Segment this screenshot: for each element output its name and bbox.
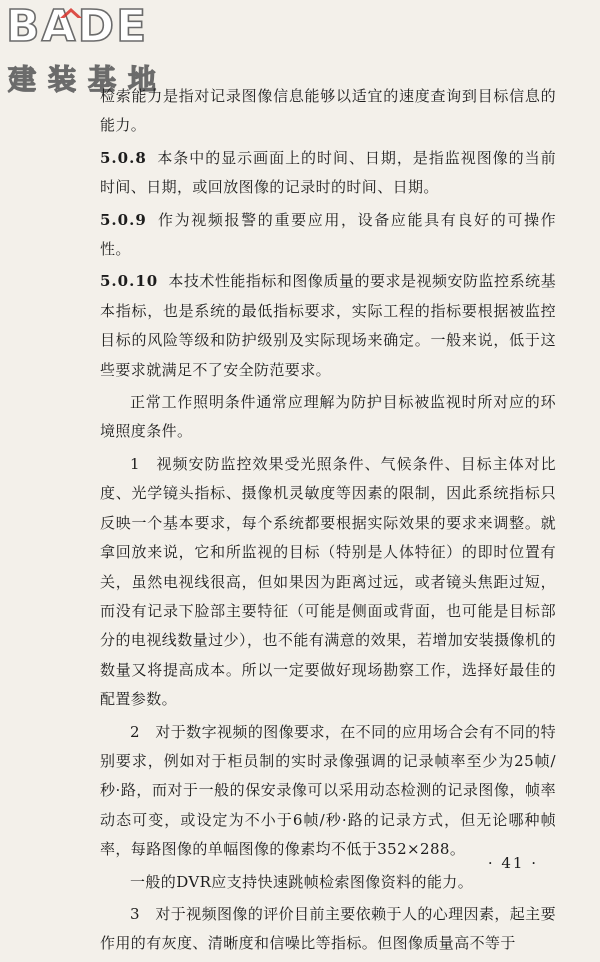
clause-5-0-8 xyxy=(100,144,556,203)
clause-5-0-10 xyxy=(100,267,556,385)
clause-number: 5.0.10 xyxy=(100,272,159,291)
clause-number: 5.0.9 xyxy=(100,210,147,229)
paragraph-text: 作为视频报警的重要应用，设备应能具有良好的可操作性。 xyxy=(100,210,556,259)
paragraph-text: 1 视频安防监控效果受光照条件、气候条件、目标主体对比度、光学镜头指标、摄像机灵敏度等因素的限制，因此系统指标只反映一个基本要求，每个系统都要根据实际效果的要求来调整。就拿回放来说，它和所监视的目标（特别是人体特征）的即时位置有关，虽然电视线很高，但如果因为距离过远，或者镜头焦距过短，而没有记录下脸部主要特征（可能是侧面或背面，也可能是目标部分的电视线数量过少），也不能有满意的效果，若增加安装摄像机的数量又将提高成本。所以一定要做好现场勘察工作，选择好最佳的配置参数。 xyxy=(100,454,556,709)
paragraph xyxy=(100,82,556,141)
paragraph-text: 2 对于数字视频的图像要求，在不同的应用场合会有不同的特别要求，例如对于柜员制的实时录像强调的记录帧率至少为25帧/秒·路，而对于一般的保安录像可以采用动态检测的记录图像，帧率动态可变，或设定为不小于6帧/秒·路的记录方式，但无论哪种帧率，每路图像的单幅图像的像素均不低于352×288。 xyxy=(100,722,556,859)
paragraph-text: 正常工作照明条件通常应理解为防护目标被监视时所对应的环境照度条件。 xyxy=(100,393,556,441)
clause-number: 5.0.8 xyxy=(100,148,147,167)
paragraph xyxy=(100,900,556,959)
paragraph-text: 3 对于视频图像的评价目前主要依赖于人的心理因素，起主要作用的有灰度、清晰度和信噪比等指标。但图像质量高不等于 xyxy=(100,904,556,953)
paragraph xyxy=(100,450,556,715)
paragraph xyxy=(100,718,556,865)
paragraph-text: 本技术性能指标和图像质量的要求是视频安防监控系统基本指标，也是系统的最低指标要求，实际工程的指标要根据被监控目标的风险等级和防护级别及实际现场来确定。一般来说，低于这些要求就满足不了安全防范要求。 xyxy=(100,272,556,379)
paragraph xyxy=(100,388,556,447)
watermark-cjk-text: 建装基地 xyxy=(8,63,169,96)
watermark-latin-text: BADE xyxy=(6,1,149,52)
document-body xyxy=(100,82,556,962)
clause-5-0-9 xyxy=(100,206,556,265)
page-number: · 41 · xyxy=(487,854,538,872)
paragraph-text: 本条中的显示画面上的时间、日期，是指监视图像的当前时间、日期，或回放图像的记录时的时间、日期。 xyxy=(100,148,556,197)
paragraph-text: 检索能力是指对记录图像信息能够以适宜的速度查询到目标信息的能力。 xyxy=(100,87,556,135)
paragraph-text: 一般的DVR应支持快速跳帧检索图像资料的能力。 xyxy=(130,872,474,891)
